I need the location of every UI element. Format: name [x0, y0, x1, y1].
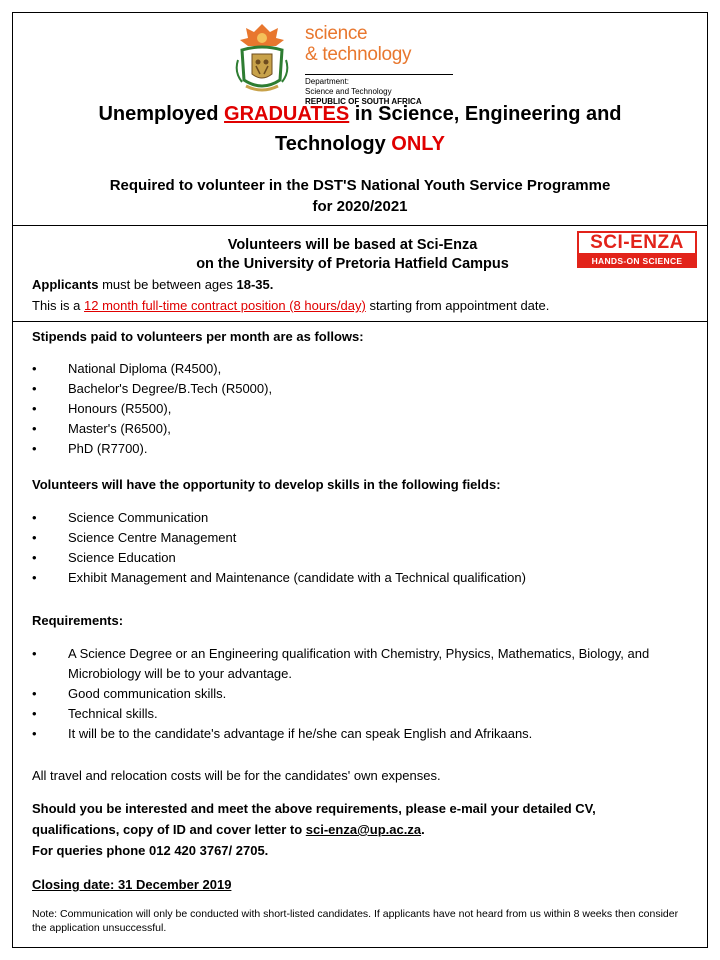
- bullet-icon: •: [32, 441, 37, 456]
- list-item-text: National Diploma (R4500),: [68, 361, 222, 376]
- contract-text: This is a: [32, 298, 85, 313]
- bullet-icon: •: [32, 530, 37, 545]
- scienza-name: SCI-ENZA: [577, 231, 697, 255]
- bullet-icon: •: [32, 381, 37, 396]
- subtitle-line-2: for 2020/2021: [312, 198, 408, 215]
- section-divider: [12, 225, 708, 226]
- list-item-text: It will be to the candidate's advantage if he/she can speak English and Afrikaans.: [68, 726, 533, 741]
- bullet-icon: •: [32, 706, 37, 721]
- contract-highlight: 12 month full-time contract position (8 hours/day): [84, 298, 366, 313]
- list-item-text: A Science Degree or an Engineering qualification with Chemistry, Physics, Mathematics, Biology, and Microbiology will be to your advantage.: [68, 646, 650, 681]
- bullet-icon: •: [32, 510, 37, 525]
- travel-note: All travel and relocation costs will be for the candidates' own expenses.: [32, 768, 441, 783]
- title-graduates: GRADUATES: [224, 103, 350, 125]
- coat-of-arms-icon: [232, 20, 292, 96]
- dept-line-2: Science and Technology: [305, 87, 392, 96]
- scienza-tagline: HANDS-ON SCIENCE: [577, 255, 697, 268]
- brand-science: science: [305, 23, 368, 44]
- list-item-text: Science Centre Management: [68, 530, 237, 545]
- bullet-icon: •: [32, 570, 37, 585]
- footnote: Note: Communication will only be conducted with short-listed candidates. If applicants have not heard from us within 8 weeks then consider the application unsuccessful.: [32, 908, 679, 934]
- title-only: ONLY: [391, 133, 446, 155]
- stipends-heading: Stipends paid to volunteers per month are as follows:: [32, 329, 364, 344]
- list-item-text: PhD (R7700).: [68, 441, 148, 456]
- bullet-icon: •: [32, 421, 37, 436]
- email-link[interactable]: sci-enza@up.ac.za: [305, 822, 422, 837]
- title-line-1: [20, 103, 700, 126]
- contract-text: starting from appointment date.: [365, 298, 550, 313]
- list-item-text: Good communication skills.: [68, 686, 227, 701]
- applicants-label: Applicants: [32, 277, 99, 292]
- list-item-text: Master's (R6500),: [68, 421, 171, 436]
- title-text: Technology: [274, 133, 392, 155]
- skills-heading: Volunteers will have the opportunity to develop skills in the following fields:: [32, 477, 501, 492]
- subtitle: [20, 175, 700, 217]
- dept-line-3: REPUBLIC OF SOUTH AFRICA: [305, 97, 422, 106]
- title-text: Unemployed: [98, 103, 225, 125]
- brand-divider: [305, 74, 453, 75]
- location-line-2: on the University of Pretoria Hatfield Campus: [196, 256, 509, 272]
- title-line-2: [20, 133, 700, 156]
- phone-info: For queries phone 012 420 3767/ 2705.: [32, 843, 269, 858]
- bullet-icon: •: [32, 726, 37, 741]
- bullet-icon: •: [32, 361, 37, 376]
- list-item-text: Honours (R5500),: [68, 401, 172, 416]
- apply-line-1: Should you be interested and meet the above requirements, please e-mail your detailed CV,: [32, 801, 596, 816]
- apply-text: .: [421, 822, 425, 837]
- list-item-text: Technical skills.: [68, 706, 158, 721]
- bullet-icon: •: [32, 550, 37, 565]
- list-item-text: Bachelor's Degree/B.Tech (R5000),: [68, 381, 273, 396]
- bullet-icon: •: [32, 646, 37, 661]
- location-line-1: Volunteers will be based at Sci-Enza: [227, 237, 478, 253]
- applicants-age: [32, 276, 273, 294]
- bullet-icon: •: [32, 686, 37, 701]
- section-divider: [12, 321, 708, 322]
- apply-line-2: [32, 821, 425, 839]
- bullet-icon: •: [32, 401, 37, 416]
- dept-line-1: Department:: [305, 77, 350, 86]
- title-text: in Science, Engineering and: [349, 103, 622, 125]
- list-item-text: Science Education: [68, 550, 176, 565]
- list-item-text: Science Communication: [68, 510, 209, 525]
- contract-info: [32, 297, 549, 315]
- subtitle-line-1: Required to volunteer in the DST'S National Youth Service Programme: [109, 177, 611, 194]
- list-item-text: Exhibit Management and Maintenance (candidate with a Technical qualification): [68, 570, 526, 585]
- scienza-logo: [577, 231, 697, 269]
- requirements-heading: Requirements:: [32, 613, 124, 628]
- apply-text: qualifications, copy of ID and cover letter to: [32, 822, 306, 837]
- applicants-text: must be between ages: [98, 277, 237, 292]
- applicants-ages: 18-35.: [236, 277, 274, 292]
- closing-date: Closing date: 31 December 2019: [32, 877, 232, 892]
- dst-logo: [232, 20, 462, 106]
- brand-technology: & technology: [305, 44, 412, 65]
